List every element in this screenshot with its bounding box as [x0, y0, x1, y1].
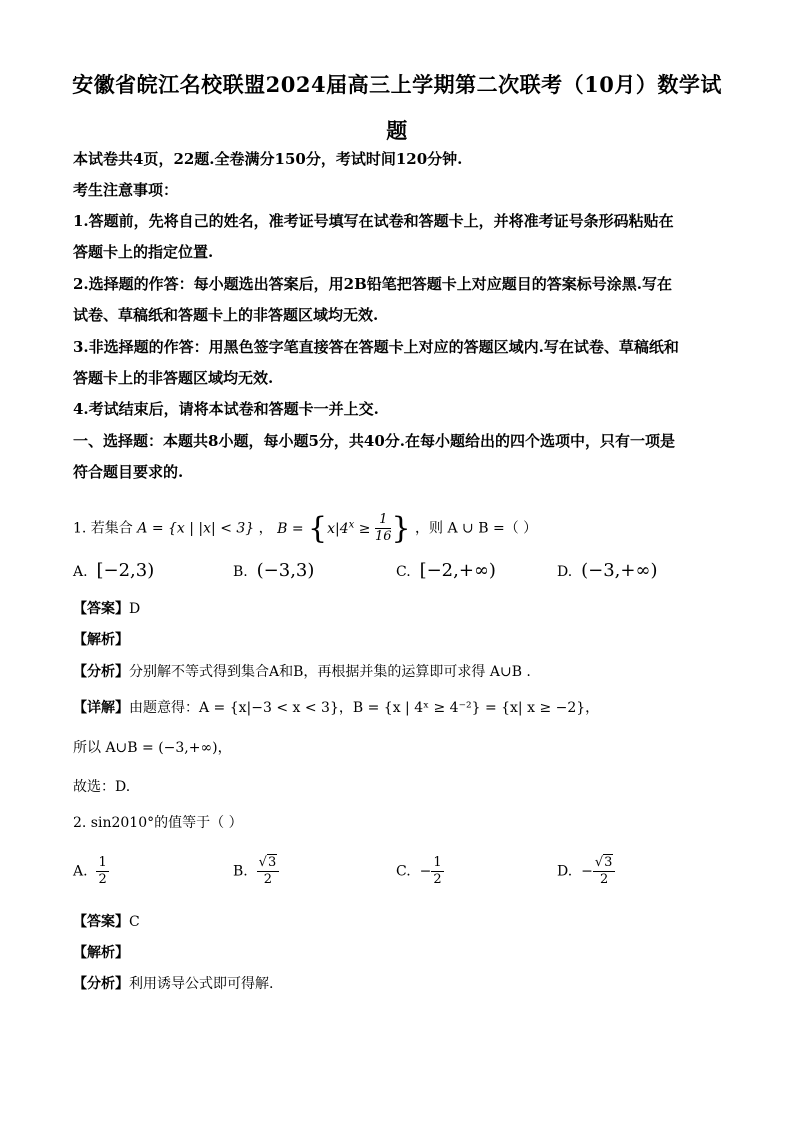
document-title [40, 62, 754, 154]
q1-fenxi: 【分析】分别解不等式得到集合A和B，再根据并集的运算即可求得 A∪B . [73, 664, 531, 680]
notice-1-line-2: 答题卡上的指定位置. [73, 243, 214, 261]
notice-1-line-1: 1.答题前，先将自己的姓名，准考证号填写在试卷和答题卡上，并将准考证号条形码粘贴在 [73, 212, 674, 230]
section-header-line-1: 一、选择题：本题共8小题，每小题5分，共40分.在每小题给出的四个选项中，只有一项是 [73, 432, 675, 450]
q1-analysis-tag: 【解析】 [73, 632, 129, 648]
q2-option-a: A. $\frac{1}{2}$ [73, 855, 107, 887]
q1-xiangjie: 【详解】由题意得：A = {x|−3 < x < 3}，B = {x | 4ˣ ≥ 4⁻²} = {x| x ≥ −2}， [73, 700, 600, 716]
q2-option-d: D. − $\frac{√3}{2}$ [557, 855, 615, 888]
q1-answer: 【答案】D [73, 601, 141, 617]
notice-3-line-2: 答题卡上的非答题区域均无效. [73, 369, 274, 387]
q2-fenxi: 【分析】利用诱导公式即可得解. [73, 976, 274, 992]
q2-option-c: C. − $\frac{1}{2}$ [396, 855, 442, 887]
q2-analysis-tag: 【解析】 [73, 945, 129, 961]
q1-suffix: ，则 A ∪ B =（ ） [415, 520, 538, 537]
exam-intro: 本试卷共4页，22题.全卷满分150分，考试时间120分钟. [73, 150, 463, 168]
q1-set-a: A = {x | |x| < 3} [137, 520, 255, 537]
notice-4: 4.考试结束后，请将本试卷和答题卡一并上交. [73, 400, 379, 418]
notice-3-line-1: 3.非选择题的作答：用黑色签字笔直接答在答题卡上对应的答题区域内.写在试卷、草稿纸和 [73, 338, 679, 356]
q1-prefix: 1. 若集合 [73, 520, 133, 537]
question-2-stem: 2. sin2010°的值等于（ ） [73, 815, 243, 831]
q1-so: 所以 A∪B = (−3,+∞)， [73, 740, 232, 756]
q1-comma: ， [258, 520, 273, 537]
notice-header: 考生注意事项： [73, 181, 179, 199]
question-1-stem [73, 505, 723, 549]
q1-fraction: $\frac{1}{16}$ [374, 512, 392, 545]
notice-2-line-1: 2.选择题的作答：每小题选出答案后，用2B铅笔把答题卡上对应题目的答案标号涂黑.写在 [73, 275, 673, 293]
q1-option-a: A. [−2,3) [73, 560, 155, 581]
q1-set-b: $B = \{x|4^x$ ≥ $\frac{1}{16}$ } [277, 510, 411, 546]
q1-option-b: B. (−3,3) [233, 560, 315, 581]
q2-option-b: B. $\frac{√3}{2}$ [233, 855, 279, 888]
notice-2-line-2: 试卷、草稿纸和答题卡上的非答题区域均无效. [73, 306, 379, 324]
section-header-line-2: 符合题目要求的. [73, 463, 184, 481]
title-line-2: 题 [386, 118, 408, 143]
q1-choose: 故选：D. [73, 779, 131, 795]
q2-answer: 【答案】C [73, 914, 140, 930]
title-line-1: 安徽省皖江名校联盟2024届高三上学期第二次联考（10月）数学试 [72, 72, 722, 97]
q1-option-c: C. [−2,+∞) [396, 560, 496, 581]
q1-option-d: D. (−3,+∞) [557, 560, 658, 581]
